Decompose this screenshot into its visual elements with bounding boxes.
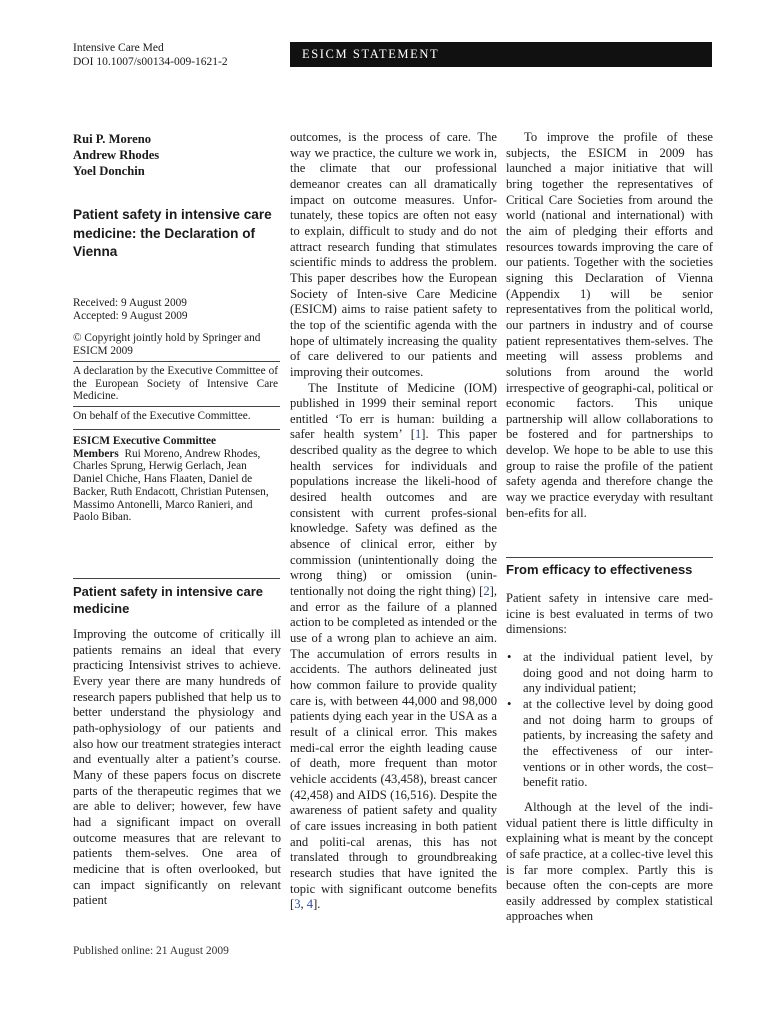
list-item [506, 650, 713, 697]
section-heading: Patient safety in intensive care medicine [73, 584, 264, 616]
section-body [506, 591, 713, 925]
text-run: ]. This paper described quality as the degree to which health services for individuals and populations increase the likeli-hood of desired health outcomes and are consistent with current profes-sional knowledge. Safety was defined as the absence of clinical error, either by commission (unintentionally doing the wrong thing) or omission (unin-tentionally not doing the right thing) [ [290, 427, 497, 599]
text-run: The Institute of Medicine (IOM) published in 1999 their seminal report entitled ‘To err is human: building a safer health system’ [ [290, 380, 497, 442]
committee-names: Rui Moreno, Andrew Rhodes, Charles Sprung, Herwig Gerlach, Jean Daniel Chiche, Hans Flaaten, Daniel de Backer, Ruth Endacott, Christian Putensen, Massimo Antonelli, Marco Ranieri, and Paolo Biban. [73, 447, 269, 524]
citation-link[interactable]: 1 [415, 427, 422, 442]
section-heading: From efficacy to effectiveness [506, 562, 693, 577]
divider [73, 429, 280, 430]
list-item-text: at the individual patient level, by doing good and not doing harm to any individual patient; [523, 649, 713, 696]
received-date: Received: 9 August 2009 [73, 297, 187, 309]
bullet-icon: • [507, 696, 512, 711]
article-type: ESICM STATEMENT [302, 47, 440, 61]
divider [73, 406, 280, 407]
declaration-note: A declaration by the Executive Committee of the European Society of Intensive Care Medicine. [73, 365, 278, 403]
journal-name: Intensive Care Med [73, 42, 164, 54]
bullet-icon: • [507, 649, 512, 664]
author: Rui P. Moreno [73, 132, 152, 146]
list-item [506, 697, 713, 791]
doi: DOI 10.1007/s00134-009-1621-2 [73, 56, 228, 68]
list-item-text: at the collective level by doing good and not doing harm to groups of patients, by increasing the safety and the effectiveness of our inter-ventions or in other words, the cost–benefit ratio. [523, 696, 713, 790]
author: Andrew Rhodes [73, 148, 160, 162]
text-run: ]. [313, 897, 321, 912]
article-title: Patient safety in intensive care medicine: the Declaration of Vienna [73, 207, 272, 259]
paragraph: To improve the profile of these subjects, the ESICM in 2009 has launched a major initiative that will bring together the representatives of Critical Care Societies from around the world (national and international) with the aim of pledging their efforts and resources towards improving the care of our patients. Together with the societies signing this Declaration of Vienna (Appendix 1) will be senior representatives from the political world, our partners in industry and of course patient representatives them-selves. The meeting will assess problems and solutions from around the world irrespective of geographi-cal, political or economic factors. This unique partnership will allow collaborations to be fostered and for partnerships to develop. We hope to be able to use this group to raise the profile of the patient safety agenda and therefore change the way we practice everyday with resultant ben-efits for all. [506, 130, 713, 520]
paragraph: outcomes, is the process of care. The way we practice, the culture we work in, the climate that our professional demeanor creates can all dramatically impact on outcome measures. Unfor-tunately, these topics are often not easy to explain, difficult to study and do not attract research funding that stimulates scientific minds to address the problem. This paper describes how the European Society of Inten-sive Care Medicine (ESICM) aims to raise patient safety to the top of the scientific agenda with the hope of ultimately increasing the quality of care delivered to our patients and improving their outcomes. [290, 130, 497, 379]
paragraph: Improving the outcome of critically ill patients remains an ideal that every practicing Intensivist strives to achieve. Every year there are many hundreds of research papers published that help us to better understand the physiology and path-ophysiology of our patients and also how our treatment strategies interact and eventually alter a patient’s course. Many of these papers focus on discrete parts of the therapeutic regimes that we are able to deliver; however, few have had a significant impact on overall outcome measures that are relevant to patients them-selves. One area of medicine that is often overlooked, but can impact significantly on relevant patient [73, 627, 281, 908]
citation-separator: , [300, 897, 307, 912]
column-2 [290, 130, 497, 913]
citation-link[interactable]: 4 [306, 897, 314, 912]
copyright: © Copyright jointly hold by Springer and ESICM 2009 [73, 332, 261, 357]
column-3 [506, 130, 713, 521]
citation-link[interactable]: 2 [483, 584, 490, 599]
section-body [73, 627, 281, 909]
citation-link[interactable]: 3 [294, 897, 301, 912]
article-type-banner [290, 42, 712, 67]
bullet-list [506, 650, 713, 791]
journal-header [73, 41, 228, 69]
text-run: ], and error as the failure of a planned action to be completed as intended or the use of a wrong plan to achieve an aim. The accumulation of errors results in accidents. The authors delineated just how common failure to provide quality care is, with between 44,000 and 98,000 patients dying each year in the USA as a result of a clinical error. This makes medi-cal error the eighth leading cause of death, more frequent than motor vehicle accidents (43,458), breast cancer (42,458) and AIDS (16,516). Despite the awareness of patient safety and quality of care issues increasing in both patient and politi-cal arenas, this has not translated through to groundbreaking research studies that have ignited the topic with significant outcome benefits [ [290, 584, 497, 912]
author: Yoel Donchin [73, 164, 145, 178]
paragraph: Patient safety in intensive care med-icine is best evaluated in terms of two dimensions: [506, 591, 713, 637]
committee-label: ESICM Executive Committee Members [73, 435, 217, 460]
divider [73, 361, 280, 362]
published-online: Published online: 21 August 2009 [73, 945, 229, 957]
divider [73, 578, 280, 579]
accepted-date: Accepted: 9 August 2009 [73, 309, 188, 322]
author-list [73, 131, 159, 179]
article-dates [73, 297, 281, 322]
paragraph [290, 381, 497, 913]
paragraph: Although at the level of the indi-vidual patient there is little difficulty in explaining what is meant by the concept of safe practice, at a collec-tive level this is far more complex. Partly this is because often the con-cepts are more easily addressed by complex statistical approaches when [506, 799, 713, 924]
divider [506, 557, 713, 558]
on-behalf: On behalf of the Executive Committee. [73, 410, 251, 422]
committee-members [73, 435, 278, 524]
